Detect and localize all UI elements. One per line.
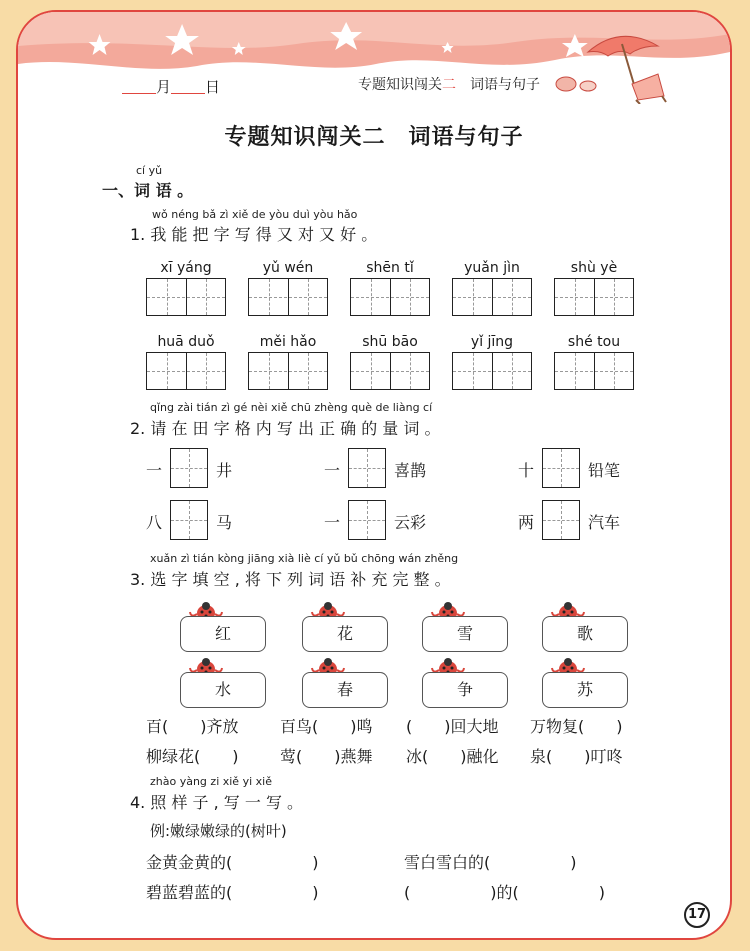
month-blank[interactable] <box>122 78 156 94</box>
measure-word-number: 一 <box>324 513 341 532</box>
pinyin-label: shù yè <box>570 260 618 276</box>
two-char-writing-box[interactable] <box>452 278 532 316</box>
q3-text: 3. 选 字 填 空 , 将 下 列 词 语 补 充 完 整 。 <box>130 570 451 589</box>
pinyin-label: yuǎn jìn <box>464 260 520 276</box>
measure-word-box[interactable] <box>170 448 208 488</box>
reduplication-fill-blank[interactable]: 雪白雪白的( ) <box>404 853 577 872</box>
measure-word-number: 一 <box>146 461 163 480</box>
worksheet-page <box>16 10 732 940</box>
measure-word-box[interactable] <box>542 500 580 540</box>
page-title: 专题知识闯关二 词语与句子 <box>224 125 524 150</box>
idiom-fill-blank[interactable]: 百( )齐放 <box>146 717 239 736</box>
reduplication-fill-blank[interactable]: ( )的( ) <box>404 883 605 902</box>
word-choice-card: 花 <box>302 616 388 652</box>
pinyin-label: shé tou <box>567 334 621 350</box>
idiom-fill-blank[interactable]: 冰( )融化 <box>406 747 499 766</box>
q1-pinyin: wǒ néng bǎ zì xiě de yòu duì yòu hǎo <box>152 208 358 221</box>
two-char-writing-box[interactable] <box>248 278 328 316</box>
pinyin-label: xī yáng <box>160 260 212 276</box>
word-choice-card: 春 <box>302 672 388 708</box>
measure-word-number: 两 <box>518 513 535 532</box>
word-choice-card: 歌 <box>542 616 628 652</box>
reduplication-fill-blank[interactable]: 金黄金黄的( ) <box>146 853 319 872</box>
pinyin-label: huā duǒ <box>157 334 215 350</box>
measure-word-noun: 汽车 <box>588 513 621 532</box>
q2-text: 2. 请 在 田 字 格 内 写 出 正 确 的 量 词 。 <box>130 419 441 438</box>
reduplication-fill-blank[interactable]: 碧蓝碧蓝的( ) <box>146 883 319 902</box>
measure-word-number: 一 <box>324 461 341 480</box>
measure-word-noun: 铅笔 <box>588 461 621 480</box>
word-choice-card: 红 <box>180 616 266 652</box>
idiom-fill-blank[interactable]: 万物复( ) <box>530 717 623 736</box>
part1-pinyin: cí yǔ <box>136 164 163 177</box>
pinyin-label: shēn tǐ <box>366 260 414 276</box>
q1-text: 1. 我 能 把 字 写 得 又 对 又 好 。 <box>130 225 378 244</box>
beach-ball-icon <box>552 72 602 94</box>
measure-word-box[interactable] <box>348 500 386 540</box>
two-char-writing-box[interactable] <box>554 278 634 316</box>
word-choice-card: 水 <box>180 672 266 708</box>
two-char-writing-box[interactable] <box>146 278 226 316</box>
measure-word-number: 十 <box>518 461 535 480</box>
measure-word-box[interactable] <box>348 448 386 488</box>
q4-text: 4. 照 样 子 , 写 一 写 。 <box>130 793 304 812</box>
measure-word-number: 八 <box>146 513 163 532</box>
measure-word-noun: 云彩 <box>394 513 427 532</box>
q2-pinyin: qǐng zài tián zì gé nèi xiě chū zhèng què de liàng cí <box>150 401 433 414</box>
section-topic: 词语与句子 <box>470 77 540 93</box>
section-prefix: 专题知识闯关 <box>358 77 442 93</box>
two-char-writing-box[interactable] <box>452 352 532 390</box>
section-title <box>358 74 540 94</box>
word-choice-card: 雪 <box>422 616 508 652</box>
measure-word-noun: 井 <box>216 461 233 480</box>
idiom-fill-blank[interactable]: 莺( )燕舞 <box>280 747 373 766</box>
idiom-fill-blank[interactable]: 柳绿花( ) <box>146 747 239 766</box>
two-char-writing-box[interactable] <box>554 352 634 390</box>
day-label: 日 <box>205 78 221 96</box>
q3-pinyin: xuǎn zì tián kòng jiāng xià liè cí yǔ bǔ chōng wán zhěng <box>150 552 459 565</box>
pinyin-label: měi hǎo <box>259 334 317 350</box>
day-blank[interactable] <box>171 78 205 94</box>
pinyin-label: shū bāo <box>362 334 418 350</box>
q4-pinyin: zhào yàng zi xiě yi xiě <box>150 775 272 788</box>
q4-example: 例:嫩绿嫩绿的(树叶) <box>150 822 287 840</box>
idiom-fill-blank[interactable]: 百鸟( )鸣 <box>280 717 373 736</box>
pinyin-label: yǔ wén <box>262 260 314 276</box>
pinyin-label: yǐ jīng <box>470 334 514 350</box>
part1-title: 一、词 语 。 <box>102 181 194 200</box>
month-label: 月 <box>156 78 172 96</box>
word-choice-card: 争 <box>422 672 508 708</box>
measure-word-noun: 马 <box>216 513 233 532</box>
section-number: 二 <box>442 77 456 93</box>
word-choice-card: 苏 <box>542 672 628 708</box>
two-char-writing-box[interactable] <box>248 352 328 390</box>
page-number: 17 <box>684 902 710 928</box>
two-char-writing-box[interactable] <box>146 352 226 390</box>
measure-word-box[interactable] <box>542 448 580 488</box>
measure-word-noun: 喜鹊 <box>394 461 427 480</box>
date-field <box>122 76 220 97</box>
idiom-fill-blank[interactable]: 泉( )叮咚 <box>530 747 623 766</box>
idiom-fill-blank[interactable]: ( )回大地 <box>406 717 499 736</box>
two-char-writing-box[interactable] <box>350 352 430 390</box>
two-char-writing-box[interactable] <box>350 278 430 316</box>
measure-word-box[interactable] <box>170 500 208 540</box>
